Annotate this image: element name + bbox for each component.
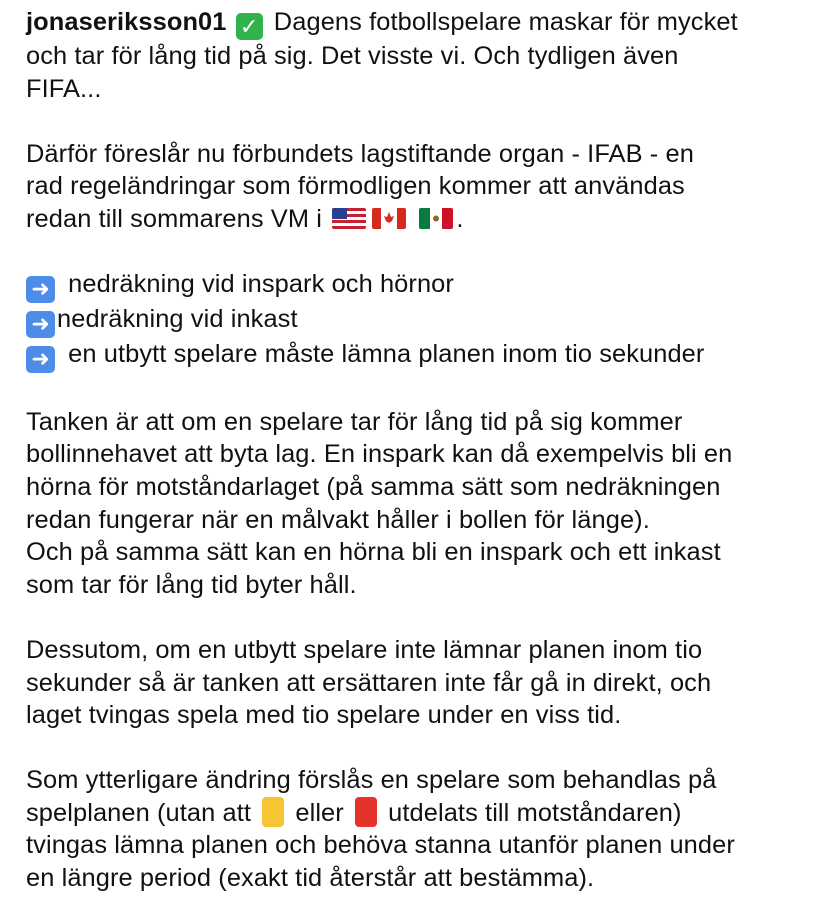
bullet-list (26, 268, 802, 373)
p2-line-3: redan till sommarens VM i (26, 204, 330, 233)
check-mark-icon: ✓ (236, 13, 263, 40)
right-arrow-icon: ➜ (26, 346, 55, 373)
p5-line-2a: spelplanen (utan att (26, 798, 259, 827)
p5-line-4: en längre period (exakt tid återstår att bestämma). (26, 864, 595, 893)
p2-line-2: rad regeländringar som förmodligen kommer att användas (26, 172, 685, 201)
yellow-card-icon (262, 797, 284, 827)
substitution-paragraph (26, 634, 802, 732)
rules-paragraph (26, 138, 802, 236)
canada-flag-icon (372, 208, 406, 229)
p5-line-3: tvingas lämna planen och behöva stanna utanför planen under (26, 831, 735, 860)
username-link[interactable]: jonaseriksson01 (26, 8, 227, 36)
right-arrow-icon: ➜ (26, 311, 55, 338)
p4-line: sekunder så är tanken att ersättaren inte får gå in direkt, och (26, 668, 712, 697)
treatment-paragraph (26, 764, 802, 894)
p3-line: Tanken är att om en spelare tar för lång tid på sig kommer (26, 407, 683, 436)
us-flag-icon (332, 208, 366, 229)
intro-paragraph (26, 6, 802, 105)
mexico-flag-icon (419, 208, 453, 229)
p2-line-1: Därför föreslår nu förbundets lagstiftande organ - IFAB - en (26, 139, 694, 168)
p4-line: laget tvingas spela med tio spelare under en viss tid. (26, 701, 622, 730)
p3-line: redan fungerar när en målvakt håller i bollen för länge). (26, 505, 650, 534)
intro-text-3: FIFA... (26, 74, 102, 103)
p3-line: som tar för lång tid byter håll. (26, 570, 357, 599)
p5-line-1: Som ytterligare ändring förslås en spelare som behandlas på (26, 766, 717, 795)
right-arrow-icon: ➜ (26, 276, 55, 303)
bullet-item: nedräkning vid inkast (57, 305, 298, 334)
red-card-icon (355, 797, 377, 827)
p5-line-2b: eller (288, 798, 351, 827)
bullet-item: nedräkning vid inspark och hörnor (61, 270, 454, 299)
p3-line: Och på samma sätt kan en hörna bli en inspark och ett inkast (26, 538, 721, 567)
bullet-item: en utbytt spelare måste lämna planen inom tio sekunder (61, 340, 705, 369)
explanation-paragraph (26, 406, 802, 602)
intro-text-1: Dagens fotbollspelare maskar för mycket (266, 8, 738, 36)
intro-text-2: och tar för lång tid på sig. Det visste vi. Och tydligen även (26, 42, 679, 70)
p5-line-2c: utdelats till motståndaren) (381, 798, 682, 827)
p4-line: Dessutom, om en utbytt spelare inte lämnar planen inom tio (26, 635, 703, 664)
p3-line: bollinnehavet att byta lag. En inspark kan då exempelvis bli en (26, 440, 733, 469)
p2-line-3-end: . (456, 204, 464, 233)
p3-line: hörna för motståndarlaget (på samma sätt som nedräkningen (26, 472, 721, 501)
